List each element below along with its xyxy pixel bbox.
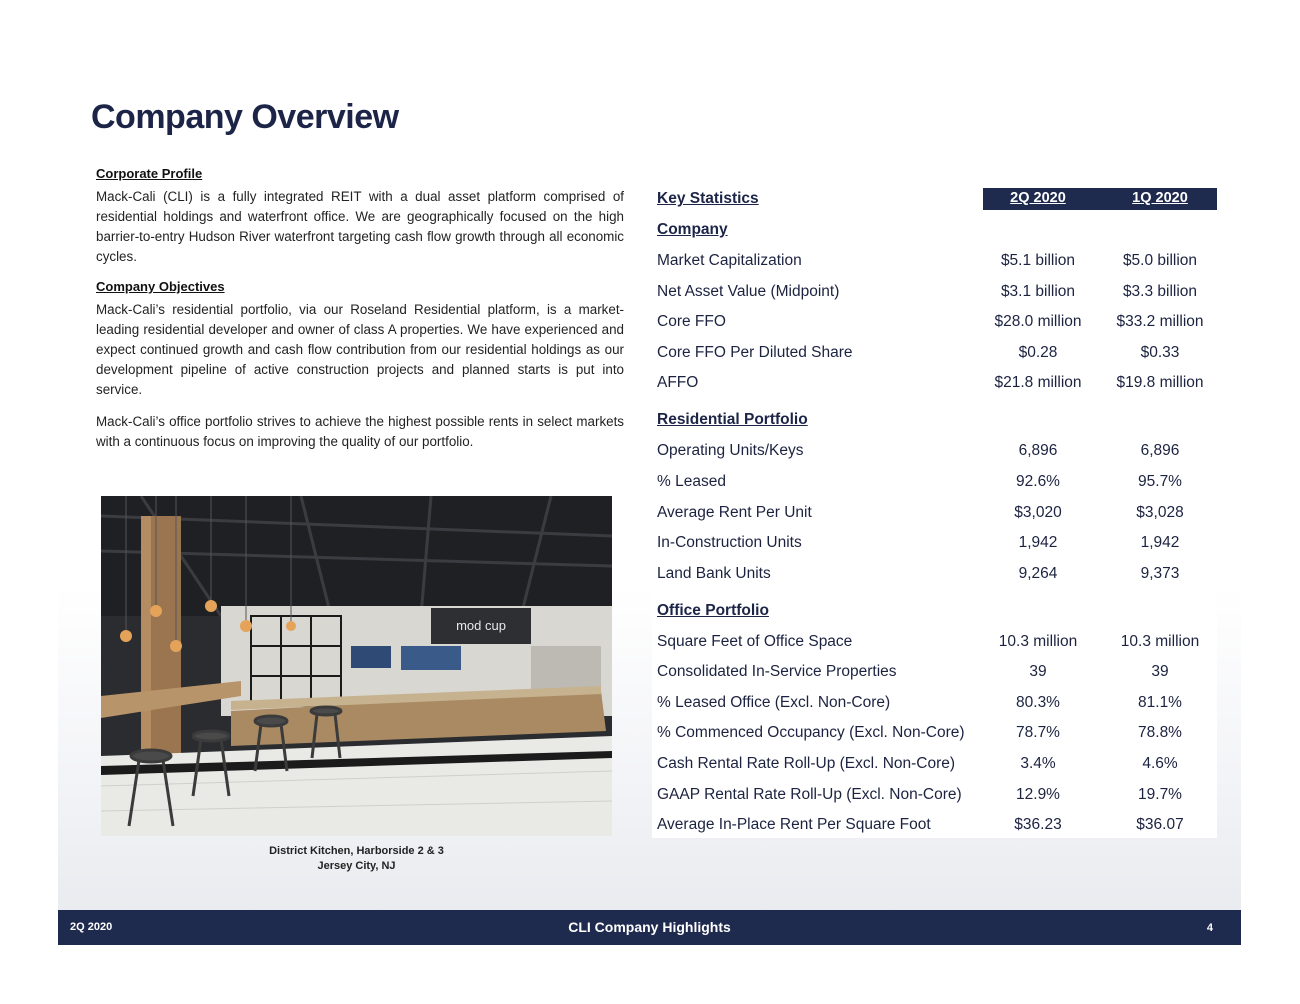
page-number: 4	[1206, 922, 1213, 934]
row-value-prior: 6,896	[1140, 442, 1180, 459]
row-value-prior: $0.33	[1140, 344, 1180, 361]
table-row	[652, 694, 1217, 724]
row-value-current: 12.9%	[1016, 786, 1060, 803]
row-value-current: 9,264	[1018, 565, 1058, 582]
table-row	[652, 252, 1217, 282]
row-value-prior: 95.7%	[1138, 473, 1182, 490]
row-value-prior: $19.8 million	[1116, 374, 1204, 391]
footer-bar	[58, 910, 1241, 945]
row-value-current: 10.3 million	[998, 633, 1078, 650]
photo-illustration	[101, 496, 612, 836]
table-row	[652, 374, 1217, 404]
row-label: Core FFO	[657, 313, 726, 330]
table-row	[652, 755, 1217, 785]
period-column-current: 2Q 2020	[1010, 190, 1066, 206]
row-label: % Leased Office (Excl. Non-Core)	[657, 694, 891, 711]
row-value-prior: 78.8%	[1138, 724, 1182, 741]
row-value-prior: 9,373	[1140, 565, 1180, 582]
row-value-prior: $3,028	[1136, 504, 1184, 521]
objectives-paragraph-residential: Mack-Cali’s residential portfolio, via our Roseland Residential platform, is a market-leading residential developer and owner of class A properties. We have experienced and expect continued growth and cash flow contribution from our residential holdings as our development pipeline of active construction projects and planned starts is put into service.	[96, 302, 624, 397]
row-label: Average Rent Per Unit	[657, 504, 812, 521]
overview-text-column	[96, 166, 624, 462]
row-value-current: $5.1 billion	[1000, 252, 1076, 269]
row-value-current: $21.8 million	[994, 374, 1082, 391]
table-row	[652, 786, 1217, 816]
row-label: Core FFO Per Diluted Share	[657, 344, 853, 361]
table-row	[652, 344, 1217, 374]
row-value-current: 39	[1029, 663, 1047, 680]
row-value-current: 6,896	[1018, 442, 1058, 459]
row-value-current: 78.7%	[1016, 724, 1060, 741]
row-label: Market Capitalization	[657, 252, 802, 269]
row-label: Consolidated In-Service Properties	[657, 663, 897, 680]
company-objectives-heading: Company Objectives	[96, 279, 225, 294]
row-label: Cash Rental Rate Roll-Up (Excl. Non-Core)	[657, 755, 956, 772]
district-kitchen-photo	[101, 496, 612, 836]
photo-caption-location: Jersey City, NJ	[317, 860, 396, 872]
table-row	[652, 473, 1217, 503]
group-title-office: Office Portfolio	[657, 602, 769, 619]
row-value-current: 92.6%	[1016, 473, 1060, 490]
key-statistics-table	[652, 186, 1217, 838]
table-row	[652, 633, 1217, 663]
row-value-prior: 1,942	[1140, 534, 1180, 551]
table-row	[652, 442, 1217, 472]
table-row	[652, 565, 1217, 595]
mod-cup-sign: mod cup	[456, 618, 506, 633]
row-value-current: $3.1 billion	[1000, 283, 1076, 300]
row-value-current: $28.0 million	[994, 313, 1082, 330]
row-label: Operating Units/Keys	[657, 442, 804, 459]
key-statistics-heading: Key Statistics	[657, 190, 759, 207]
group-title-company: Company	[657, 221, 728, 238]
row-value-current: 3.4%	[1020, 755, 1056, 772]
row-value-prior: $33.2 million	[1116, 313, 1204, 330]
row-label: Net Asset Value (Midpoint)	[657, 283, 840, 300]
table-row	[652, 283, 1217, 313]
row-value-prior: $36.07	[1136, 816, 1184, 833]
row-label: Land Bank Units	[657, 565, 771, 582]
row-value-current: 80.3%	[1016, 694, 1060, 711]
row-label: % Leased	[657, 473, 726, 490]
group-title-residential: Residential Portfolio	[657, 411, 808, 428]
period-column-prior: 1Q 2020	[1132, 190, 1188, 206]
row-value-current: $36.23	[1014, 816, 1062, 833]
row-value-current: $3,020	[1014, 504, 1062, 521]
page-title: Company Overview	[91, 98, 399, 136]
photo-caption	[200, 844, 513, 874]
row-value-prior: $3.3 billion	[1122, 283, 1198, 300]
row-value-prior: 19.7%	[1138, 786, 1182, 803]
row-value-current: $0.28	[1018, 344, 1058, 361]
row-value-prior: 4.6%	[1142, 755, 1178, 772]
footer-title: CLI Company Highlights	[568, 919, 731, 935]
table-row	[652, 313, 1217, 343]
row-label: In-Construction Units	[657, 534, 802, 551]
table-row	[652, 724, 1217, 754]
row-label: % Commenced Occupancy (Excl. Non-Core)	[657, 724, 965, 741]
objectives-paragraph-office: Mack-Cali’s office portfolio strives to achieve the highest possible rents in select markets with a continuous focus on improving the quality of our portfolio.	[96, 414, 624, 449]
row-value-current: 1,942	[1018, 534, 1058, 551]
row-label: AFFO	[657, 374, 699, 391]
table-row	[652, 504, 1217, 534]
row-label: Average In-Place Rent Per Square Foot	[657, 816, 931, 833]
footer-period: 2Q 2020	[70, 921, 113, 933]
row-value-prior: 81.1%	[1138, 694, 1182, 711]
photo-caption-title: District Kitchen, Harborside 2 & 3	[269, 845, 444, 857]
table-row	[652, 816, 1217, 846]
stats-header	[652, 186, 1217, 210]
row-label: GAAP Rental Rate Roll-Up (Excl. Non-Core)	[657, 786, 962, 803]
corporate-profile-text: Mack-Cali (CLI) is a fully integrated REIT with a dual asset platform comprised of residential holdings and waterfront office. We are geographically focused on the high barrier-to-entry Hudson River waterfront targeting cash flow growth through all economic cycles.	[96, 189, 624, 264]
row-value-prior: $5.0 billion	[1122, 252, 1198, 269]
row-value-prior: 10.3 million	[1120, 633, 1200, 650]
corporate-profile-heading: Corporate Profile	[96, 166, 203, 181]
table-row	[652, 663, 1217, 693]
row-label: Square Feet of Office Space	[657, 633, 853, 650]
row-value-prior: 39	[1151, 663, 1169, 680]
table-row	[652, 534, 1217, 564]
